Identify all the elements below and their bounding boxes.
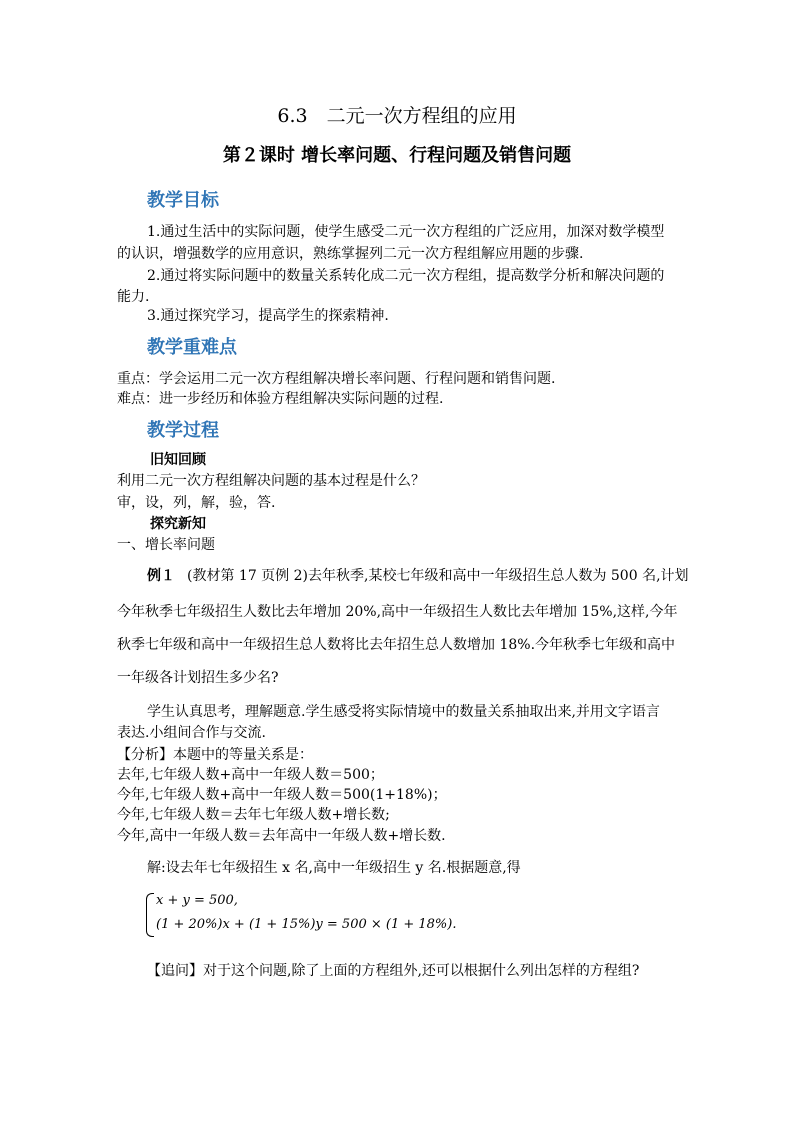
equation-line: (1 + 20%)x + (1 + 15%)y = 500 × (1 + 18%).: [156, 917, 457, 932]
lesson-subtitle: 第２课时 增长率问题、行程问题及销售问题: [222, 145, 572, 166]
analysis-heading: 【分析】本题中的等量关系是：: [117, 747, 313, 763]
equation-brace: [146, 893, 154, 937]
student-line: 表达.小组间合作与交流.: [117, 725, 266, 741]
goal-line: 1.通过生活中的实际问题，使学生感受二元一次方程组的广泛应用，加深对数学模型: [147, 224, 665, 240]
review-question: 利用二元一次方程组解决问题的基本过程是什么？: [117, 473, 425, 489]
section-heading-key-points: 教学重难点: [147, 337, 237, 358]
review-answer: 审，设，列，解，验，答.: [117, 495, 276, 511]
example-line: 秋季七年级和高中一年级招生总人数将比去年招生总人数增加 18%.今年秋季七年级和高中: [117, 637, 676, 653]
analysis-line: 今年,高中一年级人数＝去年高中一年级人数+增长数.: [117, 828, 446, 844]
example-line: 今年秋季七年级招生人数比去年增加 20%,高中一年级招生人数比去年增加 15%,这样,今年: [117, 604, 678, 620]
analysis-line: 去年,七年级人数+高中一年级人数＝500；: [117, 767, 384, 783]
goal-line: 3.通过探究学习，提高学生的探索精神.: [147, 308, 389, 324]
goal-line: 能力.: [117, 289, 150, 305]
goal-line: 2.通过将实际问题中的数量关系转化成二元一次方程组，提高数学分析和解决问题的: [147, 268, 665, 284]
analysis-line: 今年,七年级人数+高中一年级人数＝500(1+18%)；: [117, 787, 447, 803]
student-line: 学生认真思考，理解题意.学生感受将实际情境中的数量关系抽取出来,并用文字语言: [147, 704, 660, 720]
example-line: (教材第 17 页例 2)去年秋季,某校七年级和高中一年级招生总人数为 500 名,计划: [187, 568, 689, 584]
explore-title: 探究新知: [150, 516, 206, 532]
focus-text: 重点：学会运用二元一次方程组解决增长率问题、行程问题和销售问题.: [117, 371, 556, 387]
example-line: 一年级各计划招生多少名?: [117, 670, 279, 686]
difficulty-text: 难点：进一步经历和体验方程组解决实际问题的过程.: [117, 391, 444, 407]
analysis-line: 今年,七年级人数＝去年七年级人数+增长数;: [117, 807, 390, 823]
page-title: 6.3 二元一次方程组的应用: [277, 105, 517, 127]
equation-line: x + y = 500,: [156, 893, 238, 908]
example-label: 例１: [147, 568, 175, 584]
topic-growth-rate: 一、增长率问题: [117, 537, 215, 553]
review-title: 旧知回顾: [150, 452, 206, 468]
solution-text: 解:设去年七年级招生 x 名,高中一年级招生 y 名.根据题意,得: [147, 860, 521, 876]
followup-question: 【追问】对于这个问题,除了上面的方程组外,还可以根据什么列出怎样的方程组?: [147, 963, 640, 979]
section-heading-goals: 教学目标: [147, 190, 219, 211]
section-heading-process: 教学过程: [147, 420, 219, 441]
goal-line: 的认识，增强数学的应用意识，熟练掌握列二元一次方程组解应用题的步骤.: [117, 246, 584, 262]
